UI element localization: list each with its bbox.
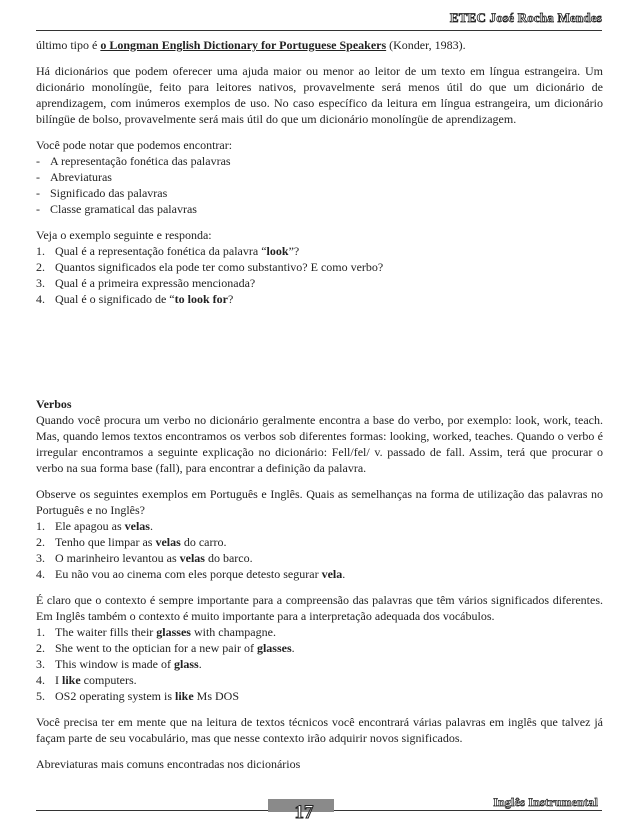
list-item: - Abreviaturas — [36, 170, 112, 184]
intro-paragraph-2: Há dicionários que podem oferecer uma ajuda maior ou menor ao leitor de um texto em língua estrangeira. Um dicionário monolíngüe, feito para leitores nativos, provavelmente será menos útil do que um dicionário de aprendizagem, com inúmeros exemplos de uso. No caso específico da leitura em língua estrangeira, um dicionário bilíngüe de bolso, provavelmente será mais útil do que um dicionário monolíngüe de aprendizagem. — [36, 64, 603, 126]
verbos-paragraph-2: Observe os seguintes exemplos em Português e Inglês. Quais as semelhanças na forma de utilização das palavras no Português e no Inglês? — [36, 487, 603, 517]
list-item: - A representação fonética das palavras — [36, 154, 231, 168]
verbos-paragraph-1: Quando você procura um verbo no dicionário geralmente encontra a base do verbo, por exemplo: look, work, teach. Mas, quando lemos textos encontramos os verbos sob diferentes formas: looking, worked, teaches. Quando o verbo é irregular encontramos a seguinte explicação no dicionário: Fell/fel/ v. passado de fall. Assim, terá que procurar o verbo na sua forma base (fall), para encontrar a definição da palavra. — [36, 413, 603, 475]
footer-subject: Inglês Instrumental — [493, 795, 598, 809]
question-item: 3. Qual é a primeira expressão mencionada? — [36, 276, 256, 290]
example-item: 3. This window is made of glass. — [36, 657, 202, 671]
header-school-name: ETEC José Rocha Mendes — [449, 10, 602, 25]
verbos-paragraph-3: É claro que o contexto é sempre importante para a compreensão das palavras que têm vários significados diferentes. Em Inglês também o contexto é muito importante para a interpretação adequada dos vocábulos. — [36, 593, 603, 623]
intro-paragraph-4: Veja o exemplo seguinte e responda: — [36, 228, 212, 242]
page-number: 17 — [294, 802, 314, 823]
text: último tipo é — [36, 38, 101, 52]
example-item: 4. Eu não vou ao cinema com eles porque detesto segurar vela. — [36, 567, 346, 581]
example-item: 2. She went to the optician for a new pair of glasses. — [36, 641, 295, 655]
list-item: - Significado das palavras — [36, 186, 168, 200]
verbos-paragraph-5: Abreviaturas mais comuns encontradas nos dicionários — [36, 757, 301, 771]
example-item: 3. O marinheiro levantou as velas do barco. — [36, 551, 253, 565]
question-item: 4. Qual é o significado de “to look for? — [36, 292, 234, 306]
example-item: 5. OS2 operating system is like Ms DOS — [36, 689, 240, 703]
intro-paragraph-3: Você pode notar que podemos encontrar: — [36, 138, 233, 152]
header-rule — [36, 30, 602, 31]
page-content — [36, 37, 603, 772]
answer-space — [36, 307, 603, 396]
example-item: 2. Tenho que limpar as velas do carro. — [36, 535, 227, 549]
question-item: 2. Quantos significados ela pode ter como substantivo? E como verbo? — [36, 260, 384, 274]
text: (Konder, 1983). — [386, 38, 466, 52]
book-title: o Longman English Dictionary for Portuguese Speakers — [100, 38, 387, 52]
example-item: 1. The waiter fills their glasses with champagne. — [36, 625, 276, 639]
verbos-paragraph-4: Você precisa ter em mente que na leitura de textos técnicos você encontrará várias palavras em inglês que talvez já façam parte de seu vocabulário, mas que nesse contexto irão adquirir novos significados. — [36, 715, 603, 745]
example-item: 4. I like computers. — [36, 673, 137, 687]
section-title-verbos: Verbos — [36, 397, 72, 411]
list-item: - Classe gramatical das palavras — [36, 202, 197, 216]
question-item: 1. Qual é a representação fonética da palavra “look”? — [36, 244, 300, 258]
intro-paragraph-1 — [36, 37, 603, 53]
example-item: 1. Ele apagou as velas. — [36, 519, 153, 533]
